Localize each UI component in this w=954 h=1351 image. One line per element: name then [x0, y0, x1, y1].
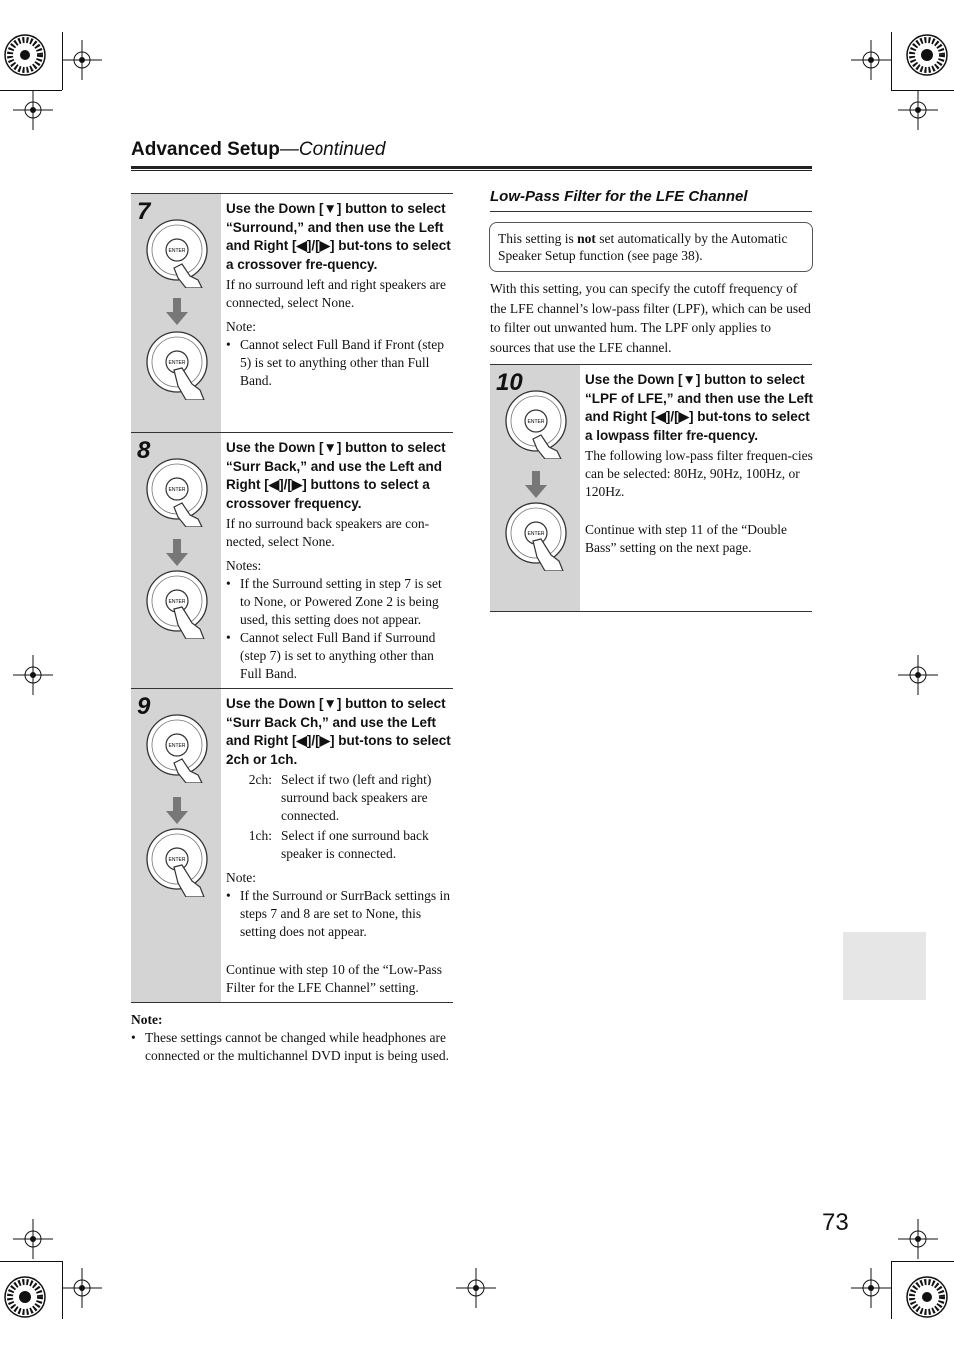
- bottom-note: [131, 1011, 453, 1065]
- header-rule: [131, 166, 812, 169]
- page-number: 73: [822, 1209, 849, 1236]
- down-arrow-icon: [165, 797, 189, 825]
- registration-target-icon: [904, 32, 950, 78]
- boxed-note-text: set automatically by the Automatic Speaker Setup function (see page 38).: [498, 231, 788, 263]
- note-heading: Note:: [131, 1012, 163, 1027]
- crop-line: [891, 1261, 892, 1319]
- down-arrow-icon: [165, 298, 189, 326]
- svg-text:ENTER: ENTER: [168, 248, 186, 254]
- remote-enter-icon: [144, 569, 214, 639]
- crosshair-icon: [851, 40, 891, 80]
- step-9-illustration-panel: [131, 689, 221, 1002]
- registration-target-icon: [2, 32, 48, 78]
- note-bullet: • Cannot select Full Band if Surround (step 7) is set to anything other than Full Band.: [226, 629, 454, 683]
- svg-text:ENTER: ENTER: [168, 857, 186, 863]
- step-10-illustration-panel: [490, 365, 580, 611]
- crop-line: [891, 32, 892, 90]
- step-9-text: [226, 695, 454, 997]
- step-instruction: Use the Down [▼] button to select “LPF of LFE,” and then use the Left and Right [◀]/[▶] but-tons to select a lowpass filter fre-quency.: [585, 372, 813, 443]
- note-bullet: • If the Surround setting in step 7 is set to None, or Powered Zone 2 is being used, this setting does not appear.: [226, 575, 454, 629]
- definition-term: 1ch:: [248, 828, 272, 843]
- crosshair-icon: [456, 1268, 496, 1308]
- step-7-text: [226, 200, 454, 390]
- header-continued: —Continued: [279, 139, 386, 160]
- step-paragraph: If no surround back speakers are con-nected, select None.: [226, 516, 430, 549]
- crosshair-icon: [13, 655, 53, 695]
- step-number: 10: [496, 369, 523, 396]
- crosshair-icon: [62, 40, 102, 80]
- svg-text:ENTER: ENTER: [168, 743, 186, 749]
- remote-enter-icon: [144, 827, 214, 897]
- crop-line: [891, 1261, 954, 1262]
- boxed-note-emphasis: not: [577, 231, 596, 246]
- step-7-illustration-panel: [131, 194, 221, 432]
- remote-enter-icon: [144, 713, 214, 783]
- remote-enter-icon: [144, 457, 214, 527]
- chapter-tab: [843, 932, 926, 1000]
- crosshair-icon: [898, 655, 938, 695]
- header-title: Advanced Setup: [131, 139, 280, 160]
- step-instruction: Use the Down [▼] button to select “Surround,” and then use the Left and Right [◀]/[▶] but-tons to select a crossover fre-quency.: [226, 201, 451, 272]
- step-instruction: Use the Down [▼] button to select “Surr Back,” and use the Left and Right [◀]/[▶] buttons to select a crossover frequency.: [226, 440, 446, 511]
- crosshair-icon: [851, 1268, 891, 1308]
- svg-text:ENTER: ENTER: [168, 360, 186, 366]
- note-heading: Note:: [226, 870, 256, 885]
- crosshair-icon: [898, 1219, 938, 1259]
- boxed-note: [489, 222, 813, 272]
- definition-desc: Select if one surround back speaker is connected.: [281, 828, 429, 861]
- continue-text: Continue with step 10 of the “Low-Pass Filter for the LFE Channel” setting.: [226, 962, 442, 995]
- remote-enter-icon: [144, 330, 214, 400]
- definition-desc: Select if two (left and right) surround back speakers are connected.: [281, 772, 432, 823]
- step-paragraph: If no surround left and right speakers are connected, select None.: [226, 277, 447, 310]
- crop-line: [62, 1261, 63, 1319]
- crosshair-icon: [62, 1268, 102, 1308]
- note-bullet: • If the Surround or SurrBack settings in steps 7 and 8 are set to None, this setting does not appear.: [226, 887, 454, 941]
- step-10-text: [585, 371, 813, 557]
- down-arrow-icon: [524, 471, 548, 499]
- note-bullet: • Cannot select Full Band if Front (step 5) is set to anything other than Full Band.: [226, 336, 454, 390]
- remote-enter-icon: [144, 218, 214, 288]
- crop-line: [62, 32, 63, 90]
- remote-enter-icon: [503, 389, 573, 459]
- crosshair-icon: [13, 90, 53, 130]
- step-paragraph: The following low-pass filter frequen-cies can be selected: 80Hz, 90Hz, 100Hz, or 120Hz.: [585, 448, 813, 499]
- svg-text:ENTER: ENTER: [168, 487, 186, 493]
- step-number: 9: [137, 693, 151, 720]
- step-9: [131, 688, 453, 1003]
- down-arrow-icon: [165, 539, 189, 567]
- step-8-text: [226, 439, 454, 683]
- section-rule: [490, 211, 812, 212]
- svg-text:ENTER: ENTER: [527, 419, 545, 425]
- boxed-note-text: This setting is: [498, 231, 578, 246]
- note-heading: Notes:: [226, 558, 262, 573]
- crosshair-icon: [898, 90, 938, 130]
- step-8: [131, 432, 453, 688]
- crop-line: [891, 90, 954, 91]
- definition-1ch: [226, 827, 454, 863]
- crop-line: [0, 90, 62, 91]
- svg-text:ENTER: ENTER: [168, 599, 186, 605]
- section-title: Low-Pass Filter for the LFE Channel: [490, 188, 748, 205]
- section-intro: With this setting, you can specify the cutoff frequency of the LFE channel’s low-pass filter (LPF), which can be used to filter out unwanted hum. The LPF only applies to sources that use the LFE channel.: [490, 281, 811, 355]
- step-10: [490, 364, 812, 612]
- svg-text:ENTER: ENTER: [527, 531, 545, 537]
- registration-target-icon: [904, 1274, 950, 1320]
- crop-line: [0, 1261, 62, 1262]
- step-number: 7: [137, 198, 151, 225]
- header-rule-thin: [131, 170, 812, 171]
- note-heading: Note:: [226, 319, 256, 334]
- note-bullet: • These settings cannot be changed while headphones are connected or the multichannel DVD input is being used.: [131, 1029, 453, 1065]
- page-header: [131, 139, 386, 161]
- step-8-illustration-panel: [131, 433, 221, 688]
- registration-target-icon: [2, 1274, 48, 1320]
- continue-text: Continue with step 11 of the “Double Bass” setting on the next page.: [585, 522, 787, 555]
- step-instruction: Use the Down [▼] button to select “Surr Back Ch,” and use the Left and Right [◀]/[▶] but-tons to select 2ch or 1ch.: [226, 696, 451, 767]
- crosshair-icon: [13, 1219, 53, 1259]
- definition-2ch: [226, 771, 454, 825]
- step-number: 8: [137, 437, 151, 464]
- step-7: [131, 193, 453, 432]
- definition-term: 2ch:: [248, 772, 272, 787]
- remote-enter-icon: [503, 501, 573, 571]
